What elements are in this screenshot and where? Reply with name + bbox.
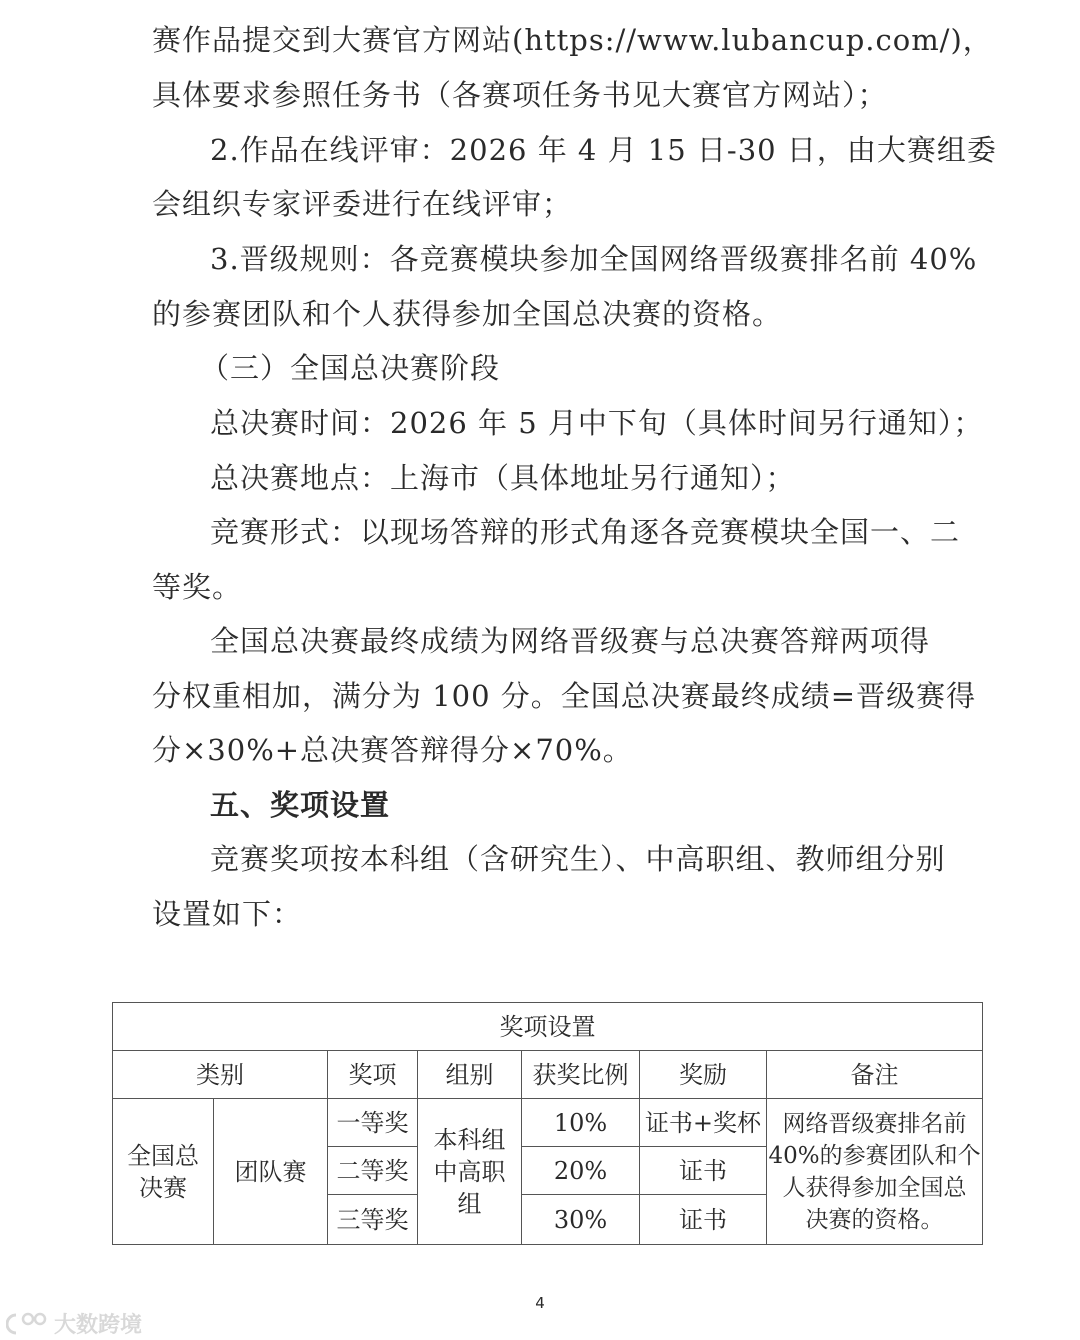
ratio-cell: 20%: [522, 1147, 640, 1195]
ratio-cell: 30%: [522, 1195, 640, 1245]
watermark: [6, 1308, 142, 1339]
remark-line: 决赛的资格。: [805, 1206, 944, 1233]
award-table: [112, 1002, 983, 1245]
header-category: 类别: [113, 1051, 328, 1099]
header-award: 奖项: [328, 1051, 418, 1099]
group-line: 组: [457, 1189, 482, 1218]
type-cell: 团队赛: [214, 1099, 328, 1245]
paragraph-line: 2.作品在线评审：2026 年 4 月 15 日-30 日，由大赛组委: [210, 133, 997, 167]
paragraph-line: 会组织专家评委进行在线评审；: [152, 187, 573, 221]
paragraph-line: 3.晋级规则：各竞赛模块参加全国网络晋级赛排名前 40%: [210, 242, 978, 276]
stage-line: 决赛: [139, 1173, 187, 1202]
header-remark: 备注: [767, 1051, 983, 1099]
group-line: 本科组: [433, 1125, 506, 1154]
paragraph-line: 竞赛形式：以现场答辩的形式角逐各竞赛模块全国一、二: [210, 515, 961, 549]
paragraph-line: 等奖。: [152, 570, 243, 604]
watermark-text: 大数跨境: [54, 1313, 143, 1338]
paragraph-line: 总决赛时间：2026 年 5 月中下旬（具体时间另行通知）；: [210, 406, 984, 440]
remark-line: 人获得参加全国总: [782, 1174, 967, 1201]
paragraph-line: 分权重相加，满分为 100 分。全国总决赛最终成绩=晋级赛得: [152, 679, 977, 713]
group-cell: [418, 1099, 522, 1245]
paragraph-line: 竞赛奖项按本科组（含研究生）、中高职组、教师组分别: [210, 842, 946, 876]
remark-cell: [767, 1099, 983, 1245]
paragraph-line: 的参赛团队和个人获得参加全国总决赛的资格。: [152, 297, 783, 331]
page-number: 4: [535, 1294, 545, 1312]
ratio-cell: 10%: [522, 1099, 640, 1147]
reward-cell: 证书: [640, 1147, 767, 1195]
award-cell: 三等奖: [328, 1195, 418, 1245]
award-cell: 一等奖: [328, 1099, 418, 1147]
paragraph-line: 总决赛地点：上海市（具体地址另行通知）；: [210, 461, 796, 495]
header-ratio: 获奖比例: [522, 1051, 640, 1099]
award-cell: 二等奖: [328, 1147, 418, 1195]
paragraph-line: 全国总决赛最终成绩为网络晋级赛与总决赛答辩两项得: [210, 624, 931, 658]
table-title: 奖项设置: [113, 1003, 983, 1051]
brand-logo-icon: [6, 1311, 50, 1337]
section-subheading: （三）全国总决赛阶段: [200, 351, 501, 385]
paragraph-line: 赛作品提交到大赛官方网站(https://www.lubancup.com/)，: [152, 23, 993, 57]
reward-cell: 证书: [640, 1195, 767, 1245]
remark-line: 40%的参赛团队和个: [768, 1142, 981, 1169]
paragraph-line: 具体要求参照任务书（各赛项任务书见大赛官方网站）；: [152, 78, 888, 112]
header-group: 组别: [418, 1051, 522, 1099]
stage-line: 全国总: [127, 1141, 199, 1170]
paragraph-line: 分×30%+总决赛答辩得分×70%。: [152, 733, 633, 767]
section-heading: 五、奖项设置: [210, 788, 391, 822]
group-line: 中高职: [433, 1157, 506, 1186]
header-reward: 奖励: [640, 1051, 767, 1099]
paragraph-line: 设置如下：: [152, 897, 303, 931]
reward-cell: 证书+奖杯: [640, 1099, 767, 1147]
stage-cell: [113, 1099, 214, 1245]
remark-line: 网络晋级赛排名前: [782, 1110, 967, 1137]
